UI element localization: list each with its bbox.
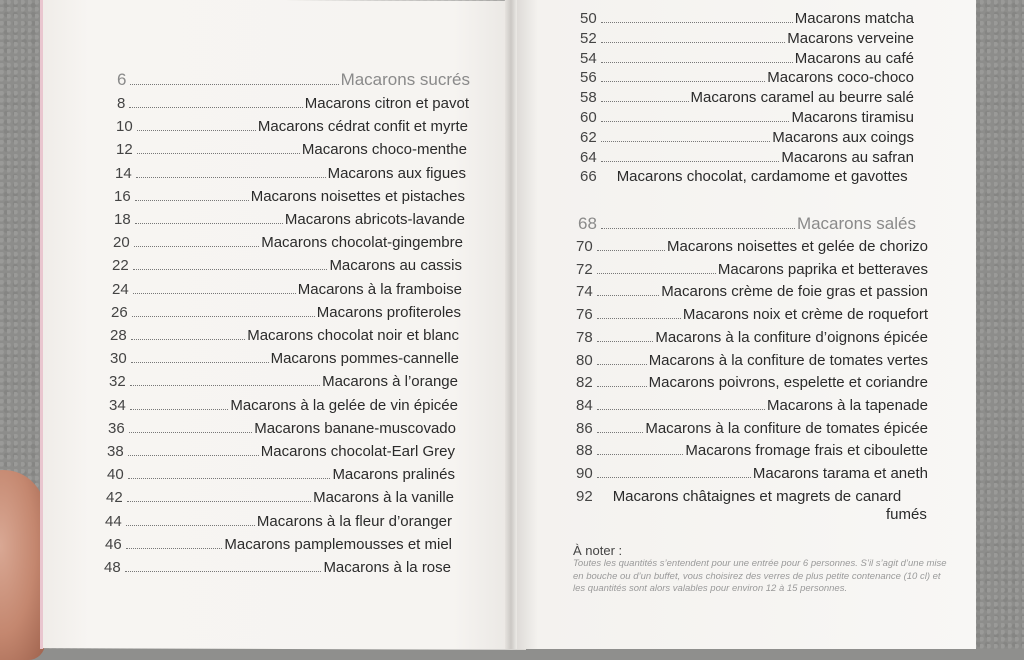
recipe-title: Macarons à la confiture de tomates vertes bbox=[648, 351, 928, 369]
leader-dots bbox=[135, 223, 283, 224]
leader-dots bbox=[126, 525, 255, 526]
toc-entry bbox=[576, 420, 928, 437]
recipe-title: Macarons à la confiture de tomates épicée bbox=[645, 419, 928, 437]
leader-dots bbox=[597, 318, 681, 319]
leader-dots bbox=[126, 548, 223, 549]
leader-dots bbox=[601, 62, 793, 63]
page-number: 42 bbox=[106, 489, 123, 507]
toc-entry bbox=[576, 352, 928, 369]
leader-dots bbox=[134, 246, 260, 247]
page-number: 72 bbox=[576, 260, 593, 278]
leader-dots bbox=[135, 200, 249, 201]
leader-dots bbox=[131, 339, 246, 340]
page-number: 84 bbox=[576, 396, 593, 414]
leader-dots bbox=[128, 455, 259, 456]
toc-entry bbox=[576, 374, 928, 391]
recipe-title: Macarons au safran bbox=[781, 148, 914, 166]
leader-dots bbox=[129, 432, 253, 433]
page-number: 30 bbox=[110, 350, 127, 368]
toc-entry bbox=[113, 234, 463, 251]
toc-entry bbox=[576, 488, 928, 505]
leader-dots bbox=[601, 141, 771, 142]
toc-entry bbox=[110, 327, 459, 344]
toc-entry bbox=[576, 329, 928, 346]
page-number: 34 bbox=[109, 396, 126, 414]
recipe-title: Macarons noisettes et pistaches bbox=[250, 187, 465, 205]
recipe-title: Macarons aux coings bbox=[772, 128, 914, 146]
toc-entry bbox=[106, 489, 454, 506]
toc-entry bbox=[109, 373, 458, 390]
leader-dots bbox=[597, 409, 765, 410]
page-number: 46 bbox=[105, 535, 122, 553]
page-number: 48 bbox=[104, 559, 121, 576]
toc-entry bbox=[576, 465, 928, 482]
toc-entry bbox=[580, 10, 914, 27]
section-title bbox=[117, 70, 470, 90]
toc-entry bbox=[580, 30, 914, 47]
page-number: 90 bbox=[576, 465, 593, 482]
page-number: 8 bbox=[117, 95, 126, 112]
toc-entry bbox=[576, 397, 928, 414]
recipe-title: Macarons pamplemousses et miel bbox=[224, 535, 452, 553]
page-number: 18 bbox=[114, 211, 131, 228]
page-number: 66 bbox=[580, 168, 597, 186]
toc-entry bbox=[580, 129, 914, 146]
recipe-title: Macarons sucrés bbox=[340, 70, 470, 89]
recipe-title: Macarons choco-menthe bbox=[301, 141, 467, 159]
note-title: À noter : bbox=[573, 543, 623, 558]
leader-dots bbox=[601, 161, 780, 162]
recipe-title: Macarons coco-choco bbox=[767, 69, 914, 87]
page-number: 26 bbox=[111, 303, 128, 321]
page-number: 92 bbox=[576, 487, 593, 505]
recipe-title: Macarons matcha bbox=[794, 10, 914, 27]
page-number: 74 bbox=[576, 283, 593, 301]
toc-entry bbox=[580, 89, 914, 106]
page-number: 38 bbox=[107, 443, 124, 460]
recipe-title: Macarons abricots-lavande bbox=[284, 211, 465, 228]
page-number: 56 bbox=[580, 69, 597, 87]
page-number: 52 bbox=[580, 29, 597, 47]
leader-dots bbox=[601, 81, 766, 82]
toc-entry bbox=[104, 559, 451, 576]
page-number: 44 bbox=[105, 512, 122, 530]
page-number: 78 bbox=[576, 328, 593, 346]
leader-dots bbox=[129, 107, 302, 108]
recipe-title: Macarons crème de foie gras et passion bbox=[661, 283, 928, 301]
leader-dots bbox=[601, 228, 795, 229]
recipe-title: Macarons chocolat-Earl Grey bbox=[260, 443, 455, 460]
recipe-title: Macarons chocolat noir et blanc bbox=[247, 327, 459, 344]
leader-dots bbox=[597, 295, 660, 296]
page-number: 76 bbox=[576, 306, 593, 324]
toc-entry bbox=[114, 188, 465, 205]
toc-entry bbox=[105, 536, 452, 553]
page-number: 12 bbox=[116, 141, 133, 159]
toc-entry bbox=[116, 141, 467, 158]
page-number: 20 bbox=[113, 234, 130, 252]
toc-entry bbox=[116, 118, 468, 135]
leader-dots bbox=[130, 409, 229, 410]
recipe-title: Macarons à la rose bbox=[323, 559, 451, 576]
toc-entry bbox=[576, 261, 928, 278]
leader-dots bbox=[601, 42, 786, 43]
leader-dots bbox=[601, 101, 689, 102]
leader-dots bbox=[130, 84, 338, 85]
toc-entry bbox=[576, 238, 928, 255]
leader-dots bbox=[601, 121, 790, 122]
leader-dots bbox=[127, 501, 311, 502]
leader-dots bbox=[597, 432, 644, 433]
toc-entry bbox=[580, 168, 914, 185]
page-number: 64 bbox=[580, 148, 597, 166]
leader-dots bbox=[597, 386, 647, 387]
recipe-title: Macarons poivrons, espelette et coriandre bbox=[648, 374, 928, 392]
page-number: 10 bbox=[116, 118, 133, 136]
leader-dots bbox=[597, 273, 716, 274]
page-number: 62 bbox=[580, 128, 597, 146]
page-edge bbox=[40, 0, 43, 649]
toc-entry bbox=[109, 397, 458, 414]
toc-entry bbox=[105, 513, 452, 530]
leader-dots bbox=[132, 316, 315, 317]
recipe-title: Macarons fromage frais et ciboulette bbox=[685, 442, 928, 460]
recipe-title: Macarons profiteroles bbox=[316, 303, 461, 321]
page-number: 28 bbox=[110, 327, 127, 344]
toc-entry bbox=[115, 165, 466, 182]
recipe-title: Macarons salés bbox=[796, 214, 916, 233]
recipe-title: Macarons chocolat, cardamome et gavottes bbox=[616, 168, 908, 186]
toc-entry bbox=[576, 306, 928, 323]
leader-dots bbox=[597, 454, 684, 455]
recipe-title: Macarons à la gelée de vin épicée bbox=[230, 396, 458, 414]
leader-dots bbox=[601, 22, 793, 23]
leader-dots bbox=[597, 364, 647, 365]
recipe-title: Macarons à la fleur d’oranger bbox=[256, 512, 452, 530]
page-number: 60 bbox=[580, 109, 597, 126]
recipe-title: Macarons banane-muscovado bbox=[254, 419, 456, 437]
recipe-title: Macarons à la confiture d’oignons épicée bbox=[655, 328, 928, 346]
page-number: 82 bbox=[576, 374, 593, 392]
leader-dots bbox=[597, 250, 665, 251]
book-spine bbox=[505, 0, 517, 649]
entry-continuation: fumés bbox=[886, 506, 927, 523]
recipe-title: Macarons noisettes et gelée de chorizo bbox=[667, 238, 928, 255]
page-number: 14 bbox=[115, 164, 132, 182]
leader-dots bbox=[131, 362, 269, 363]
toc-entry bbox=[108, 420, 456, 437]
toc-entry bbox=[580, 109, 914, 126]
page-number: 58 bbox=[580, 89, 597, 107]
leader-dots bbox=[128, 478, 331, 479]
page-number: 86 bbox=[576, 419, 593, 437]
toc-entry bbox=[580, 50, 914, 67]
recipe-title: Macarons chocolat-gingembre bbox=[261, 234, 463, 252]
page-number: 80 bbox=[576, 351, 593, 369]
thumb bbox=[0, 470, 45, 660]
recipe-title: Macarons aux figues bbox=[327, 164, 466, 182]
leader-dots bbox=[137, 153, 300, 154]
toc-entry bbox=[117, 95, 469, 112]
page-number: 68 bbox=[578, 214, 597, 233]
recipe-title: Macarons châtaignes et magrets de canard bbox=[612, 487, 902, 505]
toc-entry bbox=[112, 257, 462, 274]
leader-dots bbox=[133, 293, 296, 294]
recipe-title: Macarons à la tapenade bbox=[767, 396, 928, 414]
toc-entry bbox=[112, 281, 462, 298]
recipe-title: Macarons citron et pavot bbox=[304, 95, 469, 112]
recipe-title: Macarons tarama et aneth bbox=[752, 465, 928, 482]
recipe-title: Macarons à la framboise bbox=[297, 280, 462, 298]
toc-entry bbox=[576, 283, 928, 300]
page-number: 50 bbox=[580, 10, 597, 27]
leader-dots bbox=[125, 571, 322, 572]
page-number: 54 bbox=[580, 49, 597, 67]
leader-dots bbox=[137, 130, 256, 131]
leader-dots bbox=[133, 269, 328, 270]
page-number: 32 bbox=[109, 373, 126, 391]
page-number: 6 bbox=[117, 70, 127, 89]
recipe-title: Macarons pommes-cannelle bbox=[270, 350, 459, 368]
toc-entry bbox=[580, 149, 914, 166]
recipe-title: Macarons noix et crème de roquefort bbox=[682, 306, 928, 324]
recipe-title: Macarons verveine bbox=[787, 29, 914, 47]
recipe-title: Macarons au cassis bbox=[329, 257, 462, 275]
page-number: 36 bbox=[108, 419, 125, 437]
toc-entry bbox=[107, 443, 455, 460]
recipe-title: Macarons au café bbox=[794, 49, 914, 67]
toc-entry bbox=[111, 304, 461, 321]
page-number: 70 bbox=[576, 238, 593, 255]
section-title bbox=[578, 214, 916, 234]
recipe-title: Macarons pralinés bbox=[332, 466, 455, 484]
leader-dots bbox=[130, 385, 320, 386]
page-number: 88 bbox=[576, 442, 593, 460]
recipe-title: Macarons à l’orange bbox=[322, 373, 458, 391]
recipe-title: Macarons caramel au beurre salé bbox=[690, 89, 914, 107]
note-text: Toutes les quantités s’entendent pour une entrée pour 6 personnes. S’il s’agit d’une mise en bouche ou d’un buffet, vous choisirez des verres de plus petite contenance (10 cl) et les quantités sont alors valables pour environ 12 à 15 personnes. bbox=[573, 558, 947, 594]
toc-entry bbox=[110, 350, 459, 367]
leader-dots bbox=[597, 341, 654, 342]
toc-entry bbox=[107, 466, 455, 483]
page-number: 16 bbox=[114, 187, 131, 205]
toc-entry bbox=[576, 442, 928, 459]
recipe-title: Macarons tiramisu bbox=[791, 109, 914, 126]
page-number: 40 bbox=[107, 466, 124, 484]
toc-entry bbox=[114, 211, 465, 228]
toc-entry bbox=[580, 69, 914, 86]
leader-dots bbox=[136, 177, 326, 178]
recipe-title: Macarons paprika et betteraves bbox=[717, 260, 928, 278]
recipe-title: Macarons à la vanille bbox=[313, 489, 454, 507]
page-number: 22 bbox=[112, 257, 129, 275]
recipe-title: Macarons cédrat confit et myrte bbox=[257, 118, 468, 136]
leader-dots bbox=[597, 477, 751, 478]
page-number: 24 bbox=[112, 280, 129, 298]
